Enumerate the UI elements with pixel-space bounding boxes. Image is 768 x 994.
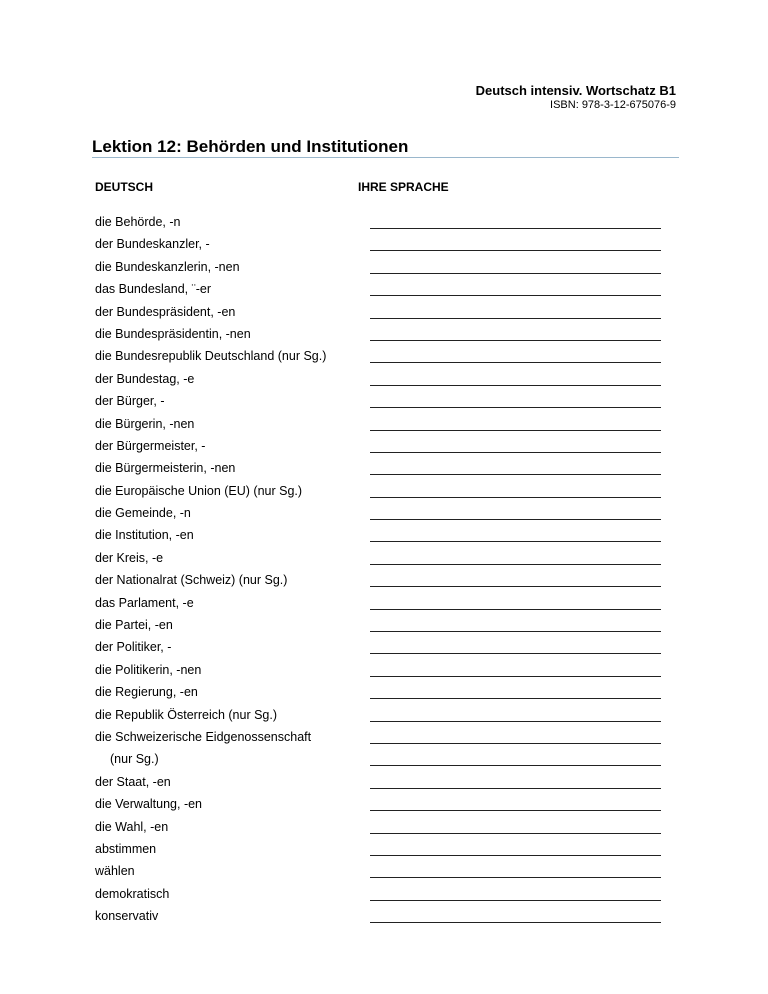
- translation-blank-line[interactable]: [370, 653, 661, 654]
- translation-blank-line[interactable]: [370, 586, 661, 587]
- vocab-term: der Kreis, -e: [95, 550, 164, 565]
- translation-blank-line[interactable]: [370, 340, 661, 341]
- translation-blank-line[interactable]: [370, 430, 661, 431]
- book-header: [476, 83, 676, 112]
- isbn-text: ISBN: 978-3-12-675076-9: [550, 99, 676, 111]
- vocab-term: der Bundestag, -e: [95, 371, 195, 386]
- translation-blank-line[interactable]: [370, 833, 661, 834]
- translation-blank-line[interactable]: [370, 609, 661, 610]
- vocab-term: die Bürgermeisterin, -nen: [95, 461, 236, 476]
- vocab-row: [95, 862, 665, 884]
- vocab-term: der Bundespräsident, -en: [95, 304, 236, 319]
- column-header-german: DEUTSCH: [95, 180, 154, 194]
- vocab-term: die Partei, -en: [95, 618, 173, 633]
- vocab-row: [95, 594, 665, 616]
- vocab-term: die Bundeskanzlerin, -nen: [95, 259, 240, 274]
- vocab-row: [95, 773, 665, 795]
- vocab-row: [95, 616, 665, 638]
- vocab-term: die Behörde, -n: [95, 215, 181, 229]
- vocab-row: [95, 683, 665, 705]
- vocab-term: der Nationalrat (Schweiz) (nur Sg.): [95, 573, 288, 588]
- vocab-row: [95, 213, 665, 235]
- vocab-term: die Bundesrepublik Deutschland (nur Sg.): [95, 349, 327, 364]
- translation-blank-line[interactable]: [370, 497, 661, 498]
- vocab-row: [95, 347, 665, 369]
- translation-blank-line[interactable]: [370, 564, 661, 565]
- vocab-row: [95, 482, 665, 504]
- translation-blank-line[interactable]: [370, 273, 661, 274]
- translation-blank-line[interactable]: [370, 877, 661, 878]
- translation-blank-line[interactable]: [370, 295, 661, 296]
- vocab-row: [95, 370, 665, 392]
- translation-blank-line[interactable]: [370, 698, 661, 699]
- vocab-term: die Europäische Union (EU) (nur Sg.): [95, 483, 303, 498]
- translation-blank-line[interactable]: [370, 318, 661, 319]
- translation-blank-line[interactable]: [370, 922, 661, 923]
- vocab-row: [95, 526, 665, 548]
- translation-blank-line[interactable]: [370, 765, 661, 766]
- vocab-term: das Bundesland, ¨-er: [95, 282, 212, 297]
- vocab-term: die Institution, -en: [95, 528, 194, 543]
- vocab-row: [95, 415, 665, 437]
- vocab-term: die Verwaltung, -en: [95, 797, 203, 812]
- vocab-term: wählen: [95, 864, 135, 879]
- vocab-row: [95, 907, 665, 929]
- translation-blank-line[interactable]: [370, 676, 661, 677]
- column-header-own-language: IHRE SPRACHE: [358, 180, 449, 194]
- vocab-term: die Republik Österreich (nur Sg.): [95, 707, 278, 722]
- translation-blank-line[interactable]: [370, 519, 661, 520]
- translation-blank-line[interactable]: [370, 452, 661, 453]
- vocab-row: [95, 437, 665, 459]
- lesson-title: Lektion 12: Behörden und Institutionen: [92, 137, 409, 156]
- translation-blank-line[interactable]: [370, 474, 661, 475]
- vocab-row: [95, 728, 665, 750]
- vocab-row: [95, 504, 665, 526]
- vocab-row: [95, 459, 665, 481]
- translation-blank-line[interactable]: [370, 631, 661, 632]
- vocab-row: [95, 280, 665, 302]
- vocab-row: [95, 571, 665, 593]
- vocab-row: [95, 750, 665, 772]
- vocab-term: konservativ: [95, 909, 159, 924]
- vocab-term: der Bürgermeister, -: [95, 438, 206, 453]
- vocab-term: demokratisch: [95, 886, 170, 901]
- vocab-row: [95, 258, 665, 280]
- vocab-term: der Bundeskanzler, -: [95, 237, 210, 252]
- translation-blank-line[interactable]: [370, 721, 661, 722]
- title-divider: [92, 157, 679, 158]
- vocab-term: der Politiker, -: [95, 640, 172, 655]
- vocab-row: [95, 549, 665, 571]
- vocab-term: die Bundespräsidentin, -nen: [95, 326, 251, 341]
- vocab-term: abstimmen: [95, 841, 157, 856]
- translation-blank-line[interactable]: [370, 228, 661, 229]
- vocab-term: die Wahl, -en: [95, 819, 169, 834]
- vocab-row: [95, 235, 665, 257]
- vocab-row: [95, 303, 665, 325]
- vocab-term: die Regierung, -en: [95, 685, 198, 700]
- translation-blank-line[interactable]: [370, 362, 661, 363]
- vocab-row: [95, 818, 665, 840]
- translation-blank-line[interactable]: [370, 407, 661, 408]
- vocab-term: die Gemeinde, -n: [95, 506, 191, 521]
- vocab-term: das Parlament, -e: [95, 595, 194, 610]
- vocab-term: die Bürgerin, -nen: [95, 416, 195, 431]
- vocab-term: die Schweizerische Eidgenossenschaft: [95, 729, 312, 744]
- vocab-row: [95, 392, 665, 414]
- vocabulary-list: [95, 213, 665, 930]
- vocab-term: die Politikerin, -nen: [95, 662, 202, 677]
- vocab-row: [95, 795, 665, 817]
- translation-blank-line[interactable]: [370, 788, 661, 789]
- vocab-term: (nur Sg.): [110, 752, 159, 767]
- translation-blank-line[interactable]: [370, 900, 661, 901]
- vocab-row: [95, 706, 665, 728]
- translation-blank-line[interactable]: [370, 385, 661, 386]
- translation-blank-line[interactable]: [370, 810, 661, 811]
- book-title: Deutsch intensiv. Wortschatz B1: [475, 83, 676, 98]
- vocab-term: der Bürger, -: [95, 394, 165, 409]
- vocab-row: [95, 661, 665, 683]
- translation-blank-line[interactable]: [370, 855, 661, 856]
- vocab-row: [95, 325, 665, 347]
- translation-blank-line[interactable]: [370, 250, 661, 251]
- translation-blank-line[interactable]: [370, 541, 661, 542]
- vocab-term: der Staat, -en: [95, 774, 171, 789]
- vocab-row: [95, 840, 665, 862]
- translation-blank-line[interactable]: [370, 743, 661, 744]
- vocab-row: [95, 885, 665, 907]
- vocab-row: [95, 638, 665, 660]
